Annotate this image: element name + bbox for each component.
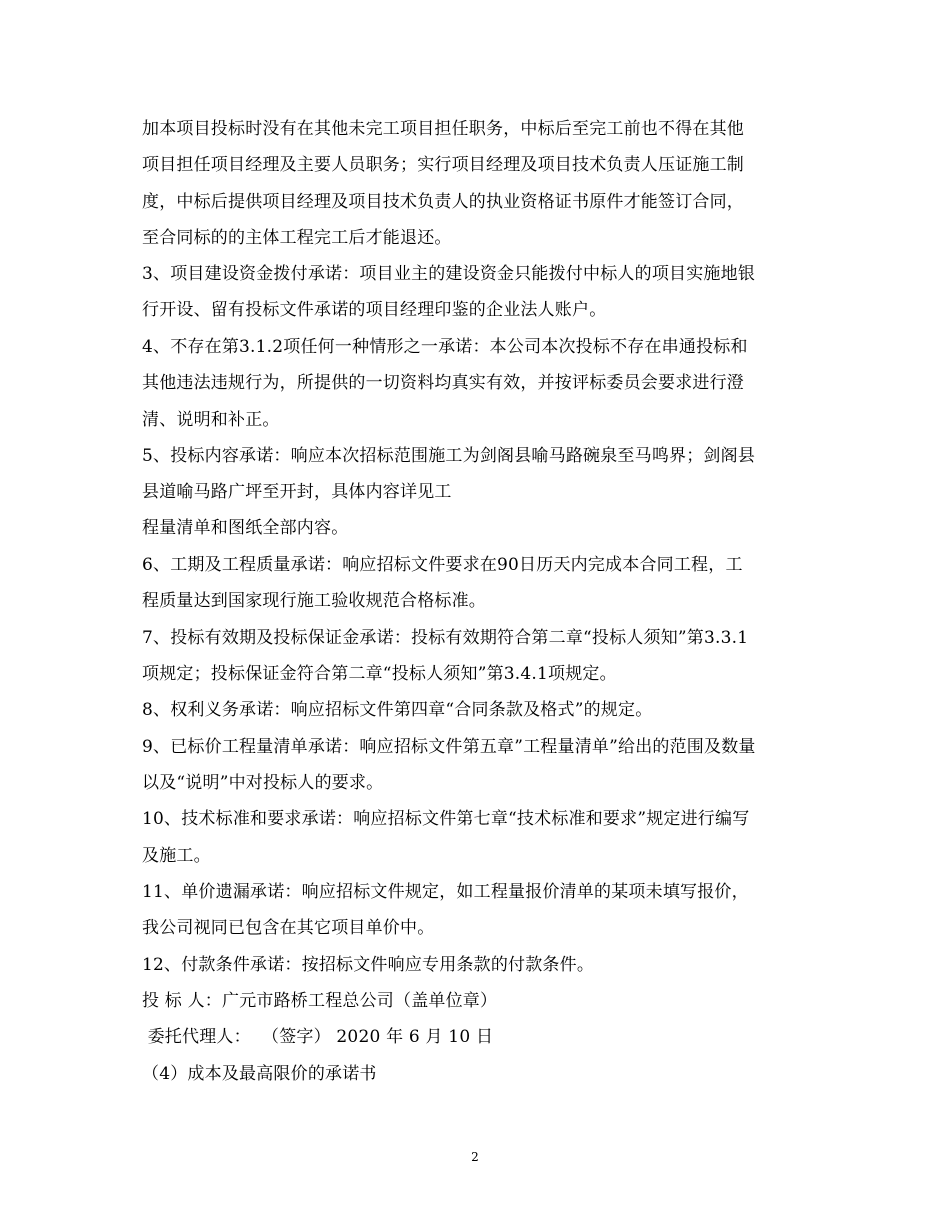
- text-line: 加本项目投标时没有在其他未完工项目担任职务，中标后至完工前也不得在其他: [142, 119, 744, 139]
- text-line: 其他违法违规行为，所提供的一切资料均真实有效，并按评标委员会要求进行澄: [142, 373, 744, 393]
- text-line: 7、投标有效期及投标保证金承诺：投标有效期符合第二章“投标人须知”第3.3.1: [142, 628, 749, 648]
- text-line: 行开设、留有投标文件承诺的项目经理印鉴的企业法人账户。: [142, 300, 607, 320]
- text-line: 4、不存在第3.1.2项任何一种情形之一承诺：本公司本次投标不存在串通投标和: [142, 337, 748, 357]
- text-line: 以及“说明”中对投标人的要求。: [142, 773, 384, 793]
- text-line: 12、付款条件承诺：按招标文件响应专用条款的付款条件。: [142, 955, 595, 975]
- text-line: 8、权利义务承诺：响应招标文件第四章“合同条款及格式”的规定。: [142, 700, 653, 720]
- text-line: 项规定；投标保证金符合第二章“投标人须知”第3.4.1项规定。: [142, 664, 617, 684]
- text-line: 5、投标内容承诺：响应本次招标范围施工为剑阁县喻马路碗泉至马鸣界；剑阁县: [142, 446, 756, 466]
- signature-agent-line: 委托代理人： （签字） 2020 年 6 月 10 日: [142, 1027, 494, 1047]
- signature-bidder-line: 投 标 人：广元市路桥工程总公司（盖单位章）: [142, 991, 498, 1011]
- text-line: 10、技术标准和要求承诺：响应招标文件第七章“技术标准和要求”规定进行编写: [142, 809, 750, 829]
- section-heading: （4）成本及最高限价的承诺书: [142, 1064, 377, 1084]
- text-line: 项目担任项目经理及主要人员职务；实行项目经理及项目技术负责人压证施工制: [142, 155, 744, 175]
- text-line: 3、项目建设资金拨付承诺：项目业主的建设资金只能拨付中标人的项目实施地银: [142, 264, 756, 284]
- text-line: 清、说明和补正。: [142, 410, 280, 430]
- page-number: 2: [471, 1150, 479, 1164]
- text-line: 度，中标后提供项目经理及项目技术负责人的执业资格证书原件才能签订合同，: [142, 192, 744, 212]
- text-line: 至合同标的的主体工程完工后才能退还。: [142, 228, 452, 248]
- text-line: 我公司视同已包含在其它项目单价中。: [142, 918, 435, 938]
- text-line: 9、已标价工程量清单承诺：响应招标文件第五章”工程量清单”给出的范围及数量: [142, 737, 756, 757]
- text-line: 县道喻马路广坪至开封，具体内容详见工: [142, 482, 452, 502]
- text-line: 11、单价遗漏承诺：响应招标文件规定，如工程量报价清单的某项未填写报价，: [142, 882, 749, 902]
- text-line: 及施工。: [142, 846, 211, 866]
- text-line: 程量清单和图纸全部内容。: [142, 518, 349, 538]
- text-line: 6、工期及工程质量承诺：响应招标文件要求在90日历天内完成本合同工程，工: [142, 555, 743, 575]
- text-line: 程质量达到国家现行施工验收规范合格标准。: [142, 591, 486, 611]
